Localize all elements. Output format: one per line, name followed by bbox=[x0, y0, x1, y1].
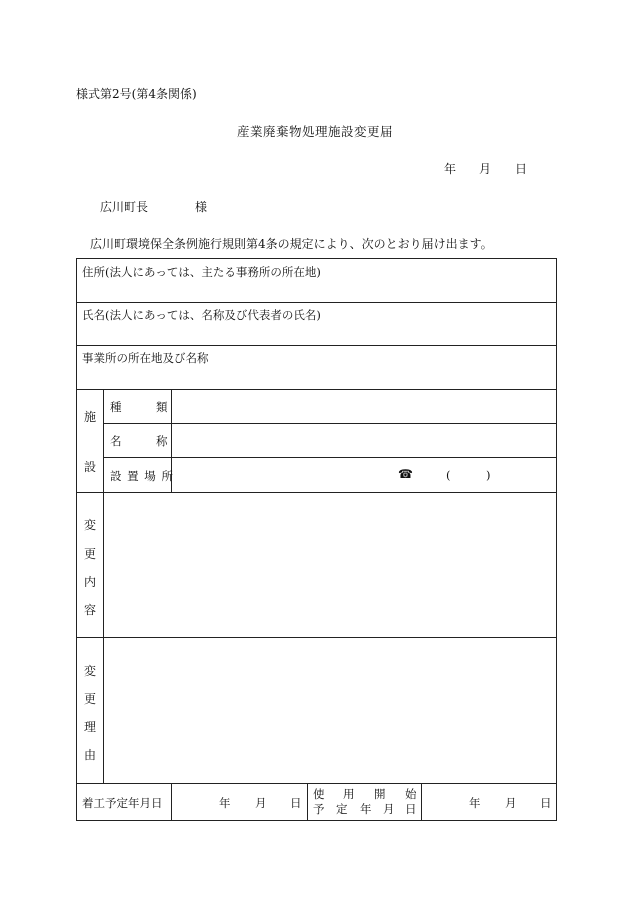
notification-form bbox=[76, 258, 557, 821]
telephone-icon: ☎ bbox=[398, 467, 413, 481]
change-content-char: 更 bbox=[83, 547, 96, 561]
change-content-char: 内 bbox=[83, 575, 96, 589]
use-date-day: 日 bbox=[540, 796, 552, 810]
column-divider bbox=[171, 783, 172, 820]
column-divider bbox=[421, 783, 422, 820]
facility-char: 設 bbox=[83, 460, 96, 474]
column-divider bbox=[307, 783, 308, 820]
start-date-month: 月 bbox=[255, 796, 267, 810]
change-reason-char: 更 bbox=[83, 692, 96, 706]
row-divider bbox=[77, 492, 556, 493]
use-start-char: 用 bbox=[343, 787, 355, 801]
name-label-char: 称 bbox=[156, 434, 168, 448]
row-divider bbox=[77, 302, 556, 303]
change-reason-char: 理 bbox=[83, 720, 96, 734]
office-label: 事業所の所在地及び名称 bbox=[82, 351, 209, 365]
row-divider bbox=[77, 389, 556, 390]
phone-paren-close: ) bbox=[486, 468, 491, 482]
row-divider bbox=[77, 783, 556, 784]
planned-date-char: 月 bbox=[383, 802, 395, 816]
row-divider bbox=[77, 637, 556, 638]
column-divider bbox=[103, 389, 104, 783]
addressee: 広川町長 bbox=[100, 200, 149, 214]
name-label-char: 名 bbox=[110, 434, 122, 448]
address-label: 住所(法人にあっては、主たる事務所の所在地) bbox=[82, 265, 321, 279]
form-number: 様式第2号(第4条関係) bbox=[76, 87, 197, 101]
change-reason-char: 変 bbox=[83, 664, 96, 678]
facility-char: 施 bbox=[83, 410, 96, 424]
honorific: 様 bbox=[195, 200, 208, 214]
planned-date-char: 予 bbox=[313, 802, 325, 816]
phone-paren-open: ( bbox=[446, 468, 451, 482]
use-date-month: 月 bbox=[505, 796, 517, 810]
date-month-label: 月 bbox=[479, 162, 492, 176]
date-day-label: 日 bbox=[515, 162, 528, 176]
row-divider bbox=[77, 345, 556, 346]
date-year-label: 年 bbox=[444, 162, 457, 176]
type-label-char: 種 bbox=[110, 400, 122, 414]
planned-date-char: 年 bbox=[360, 802, 372, 816]
name-label: 氏名(法人にあっては、名称及び代表者の氏名) bbox=[82, 308, 321, 322]
type-label-char: 類 bbox=[156, 400, 168, 414]
intro-text: 広川町環境保全条例施行規則第4条の規定により、次のとおり届け出ます。 bbox=[90, 237, 493, 251]
document-title: 産業廃棄物処理施設変更届 bbox=[236, 124, 393, 139]
start-date-day: 日 bbox=[290, 796, 302, 810]
change-reason-char: 由 bbox=[83, 748, 96, 762]
start-date-year: 年 bbox=[219, 796, 231, 810]
use-start-char: 使 bbox=[313, 787, 325, 801]
planned-date-char: 定 bbox=[336, 802, 348, 816]
use-date-year: 年 bbox=[469, 796, 481, 810]
use-start-char: 開 bbox=[374, 787, 386, 801]
change-content-char: 変 bbox=[83, 518, 96, 532]
start-date-label: 着工予定年月日 bbox=[82, 796, 163, 810]
change-content-char: 容 bbox=[83, 603, 96, 617]
planned-date-char: 日 bbox=[405, 802, 417, 816]
location-label: 設 置 場 所 bbox=[110, 469, 174, 483]
use-start-char: 始 bbox=[405, 787, 417, 801]
